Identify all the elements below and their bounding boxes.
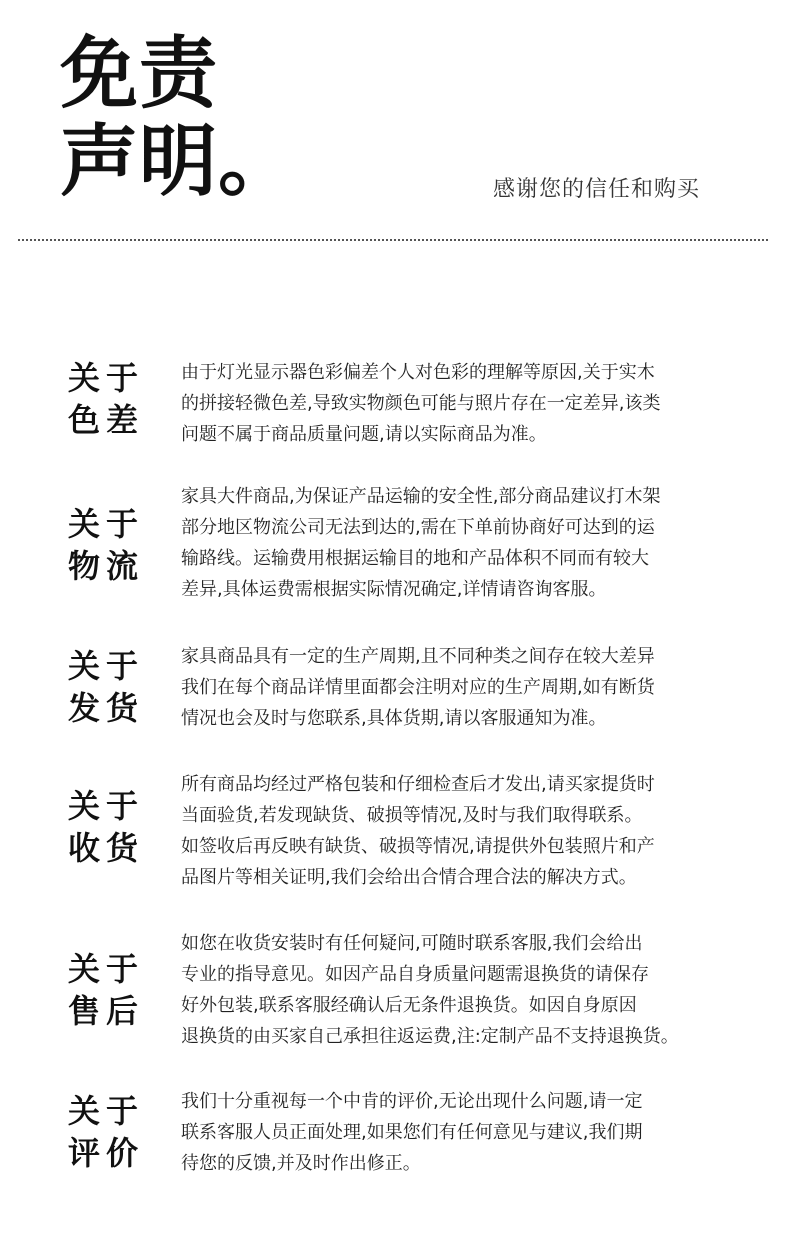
section-line: 品图片等相关证明,我们会给出合情合理合法的解决方式。 bbox=[181, 867, 637, 888]
section-body bbox=[181, 928, 781, 1052]
section-heading-line-1: 关于 bbox=[68, 1092, 145, 1130]
section-line: 如您在收货安装时有任何疑问,可随时联系客服,我们会给出 bbox=[181, 933, 643, 954]
section-line: 输路线。运输费用根据运输目的地和产品体积不同而有较大 bbox=[181, 548, 649, 569]
section-line: 如签收后再反映有缺货、破损等情况,请提供外包装照片和产 bbox=[181, 836, 655, 857]
section-heading bbox=[68, 357, 144, 441]
dotted-divider bbox=[18, 239, 768, 241]
section-heading bbox=[68, 645, 144, 729]
section-body bbox=[181, 1086, 781, 1179]
section-heading-line-2: 物流 bbox=[68, 547, 145, 585]
section-line: 问题不属于商品质量问题,请以实际商品为准。 bbox=[181, 424, 547, 445]
section-heading-line-1: 关于 bbox=[68, 647, 145, 685]
section-line: 由于灯光显示器色彩偏差个人对色彩的理解等原因,关于实木 bbox=[181, 362, 655, 383]
section-line: 退换货的由买家自己承担往返运费,注:定制产品不支持退换货。 bbox=[181, 1026, 679, 1047]
section-heading-line-1: 关于 bbox=[68, 950, 145, 988]
section-line: 待您的反馈,并及时作出修正。 bbox=[181, 1153, 421, 1174]
section-line: 所有商品均经过严格包装和仔细检查后才发出,请买家提货时 bbox=[181, 774, 655, 795]
section-heading bbox=[68, 1090, 144, 1174]
page-subtitle: 感谢您的信任和购买 bbox=[493, 177, 701, 202]
section-body bbox=[181, 357, 781, 450]
page-title-line-2: 声明。 bbox=[60, 117, 298, 207]
section-line: 联系客服人员正面处理,如果您们有任何意见与建议,我们期 bbox=[181, 1122, 643, 1143]
section-line: 部分地区物流公司无法到达的,需在下单前协商好可达到的运 bbox=[181, 517, 655, 538]
section-heading-line-2: 发货 bbox=[68, 689, 145, 727]
section-line: 家具商品具有一定的生产周期,且不同种类之间存在较大差异 bbox=[181, 646, 655, 667]
section-heading-line-1: 关于 bbox=[68, 787, 145, 825]
section-line: 专业的指导意见。如因产品自身质量问题需退换货的请保存 bbox=[181, 964, 649, 985]
section-heading-line-1: 关于 bbox=[68, 505, 145, 543]
section-heading bbox=[68, 785, 144, 869]
section-heading-line-2: 色差 bbox=[68, 401, 145, 439]
section-heading bbox=[68, 948, 144, 1032]
section-line: 我们在每个商品详情里面都会注明对应的生产周期,如有断货 bbox=[181, 677, 655, 698]
page-title-line-1: 免责 bbox=[60, 29, 219, 119]
section-body bbox=[181, 641, 781, 734]
section-line: 家具大件商品,为保证产品运输的安全性,部分商品建议打木架 bbox=[181, 486, 661, 507]
section-line: 当面验货,若发现缺货、破损等情况,及时与我们取得联系。 bbox=[181, 805, 643, 826]
section-heading bbox=[68, 503, 144, 587]
section-line: 情况也会及时与您联系,具体货期,请以客服通知为准。 bbox=[181, 708, 607, 729]
section-heading-line-2: 评价 bbox=[68, 1134, 145, 1172]
section-heading-line-2: 收货 bbox=[68, 829, 145, 867]
section-heading-line-1: 关于 bbox=[68, 359, 145, 397]
section-body bbox=[181, 481, 781, 605]
section-line: 我们十分重视每一个中肯的评价,无论出现什么问题,请一定 bbox=[181, 1091, 643, 1112]
section-body bbox=[181, 769, 781, 893]
section-heading-line-2: 售后 bbox=[68, 992, 145, 1030]
section-line: 好外包装,联系客服经确认后无条件退换货。如因自身原因 bbox=[181, 995, 637, 1016]
section-line: 差异,具体运费需根据实际情况确定,详情请咨询客服。 bbox=[181, 579, 607, 600]
section-line: 的拼接轻微色差,导致实物颜色可能与照片存在一定差异,该类 bbox=[181, 393, 661, 414]
page-title bbox=[60, 30, 297, 206]
